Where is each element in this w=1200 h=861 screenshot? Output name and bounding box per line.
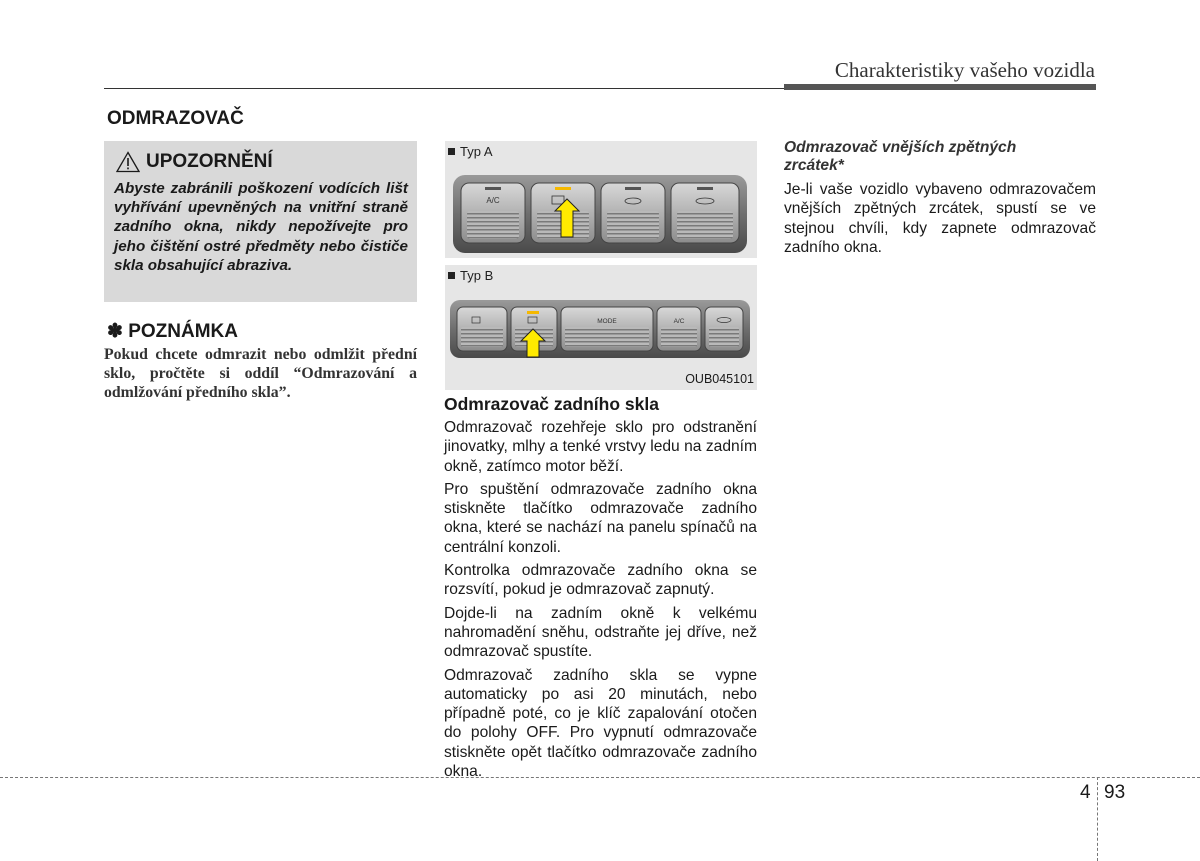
ac-button-label: A/C [673, 318, 685, 325]
paragraph: Dojde-li na zadním okně k velkému nahromadění sněhu, odstraňte jej dříve, než odmrazovač spustíte. [444, 604, 757, 661]
chapter-number: 4 [1080, 782, 1091, 803]
ac-button-label: A/C [486, 196, 500, 205]
mirror-defroster-text: Je-li vaše vozidlo vybaveno odmrazovačem vnějších zpětných zrcátek, spustí se ve stejnou chvíli, kdy zapnete odmrazovač zadního okna. [784, 181, 1096, 256]
note-title-row [107, 320, 238, 343]
rear-defroster-body [444, 418, 757, 785]
mirror-defroster-title: Odmrazovač vnějších zpětných zrcátek* [784, 139, 1017, 174]
warning-title-row [116, 151, 273, 173]
paragraph: Kontrolka odmrazovače zadního okna se rozsvítí, pokud je odmrazovač zapnutý. [444, 562, 757, 599]
footer-vertical-divider [1097, 777, 1098, 861]
page-number: 93 [1104, 782, 1126, 803]
figure-type-a [445, 141, 757, 258]
note-title: POZNÁMKA [128, 321, 238, 342]
mode-button-label: MODE [597, 318, 617, 325]
warning-triangle-icon [116, 151, 140, 173]
header-rule [104, 88, 784, 89]
warning-title: UPOZORNĚNÍ [146, 151, 273, 172]
figure-b-label: Typ B [448, 268, 493, 283]
warning-text: Abyste zabránili poškození vodících lišt vyhřívání upevněných na vnitřní straně zadního okna, nikdy nepožívejte pro jeho čištění ostré předměty nebo čističe skla obsahující abraziva. [114, 180, 408, 274]
figure-a-label: Typ A [448, 144, 493, 159]
note-symbol-icon: ✽ [107, 321, 123, 342]
figure-code: OUB045101 [685, 372, 754, 386]
paragraph: Pro spuštění odmrazovače zadního okna stiskněte tlačítko odmrazovače zadního okna, které se nachází na panelu spínačů na centrální konzoli. [444, 480, 757, 556]
note-text: Pokud chcete odmrazit nebo odmlžit přední sklo, pročtěte si oddíl “Odmrazování a odmlžování předního skla”. [104, 346, 417, 401]
rear-defroster-title: Odmrazovač zadního skla [444, 394, 659, 414]
paragraph: Odmrazovač rozehřeje sklo pro odstranění jinovatky, mlhy a tenké vrstvy ledu na zadním okně, zatímco motor běží. [444, 419, 757, 475]
running-header: Charakteristiky vašeho vozidla [834, 58, 1095, 82]
section-heading: ODMRAZOVAČ [107, 108, 244, 129]
switch-panel-a-illustration [445, 141, 757, 258]
footer-divider [0, 777, 1200, 778]
paragraph: Odmrazovač zadního skla se vypne automaticky po asi 20 minutách, nebo případně poté, co je klíč zapalování otočen do polohy OFF. Pro vypnutí odmrazovače stiskněte opět tlačítko odmrazovače zadního okna. [444, 666, 757, 781]
figure-type-b [445, 265, 757, 390]
header-rule-accent [784, 84, 1096, 90]
